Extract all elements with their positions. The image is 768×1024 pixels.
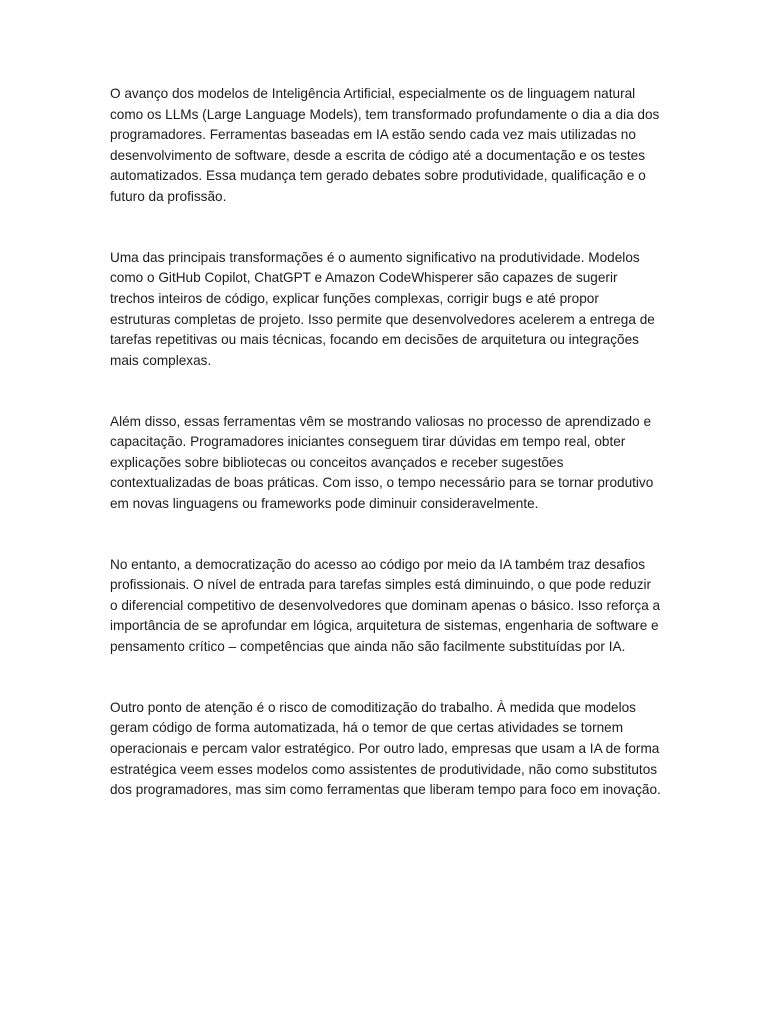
document-body [110,84,662,801]
paragraph-challenges: No entanto, a democratização do acesso ao código por meio da IA também traz desafios profissionais. O nível de entrada para tarefas simples está diminuindo, o que pode reduzir o diferencial competitivo de desenvolvedores que dominam apenas o básico. Isso reforça a importância de se aprofundar em lógica, arquitetura de sistemas, engenharia de software e pensamento crítico – competências que ainda não são facilmente substituídas por IA. [110,556,661,655]
paragraph-intro: O avanço dos modelos de Inteligência Artificial, especialmente os de linguagem natural como os LLMs (Large Language Models), tem transformado profundamente o dia a dia dos programadores. Ferramentas baseadas em IA estão sendo cada vez mais utilizadas no desenvolvimento de software, desde a escrita de código até a documentação e os testes automatizados. Essa mudança tem gerado debates sobre produtividade, qualificação e o futuro da profissão. [110,86,660,204]
paragraph-learning: Além disso, essas ferramentas vêm se mostrando valiosas no processo de aprendizado e capacitação. Programadores iniciantes conseguem tirar dúvidas em tempo real, obter explicações sobre bibliotecas ou conceitos avançados e receber sugestões contextualizadas de boas práticas. Com isso, o tempo necessário para se tornar produtivo em novas linguagens ou frameworks pode diminuir consideravelmente. [110,413,654,511]
paragraph-commoditization: Outro ponto de atenção é o risco de comoditização do trabalho. À medida que modelos geram código de forma automatizada, há o temor de que certas atividades se tornem operacionais e percam valor estratégico. Por outro lado, empresas que usam a IA de forma estratégica veem esses modelos como assistentes de produtividade, não como substitutos dos programadores, mas sim como ferramentas que liberam tempo para foco em inovação. [110,699,661,798]
paragraph-productivity: Uma das principais transformações é o aumento significativo na produtividade. Modelos como o GitHub Copilot, ChatGPT e Amazon CodeWhisperer são capazes de sugerir trechos inteiros de código, explicar funções complexas, corrigir bugs e até propor estruturas completas de projeto. Isso permite que desenvolvedores acelerem a entrega de tarefas repetitivas ou mais técnicas, focando em decisões de arquitetura ou integrações mais complexas. [110,249,655,368]
